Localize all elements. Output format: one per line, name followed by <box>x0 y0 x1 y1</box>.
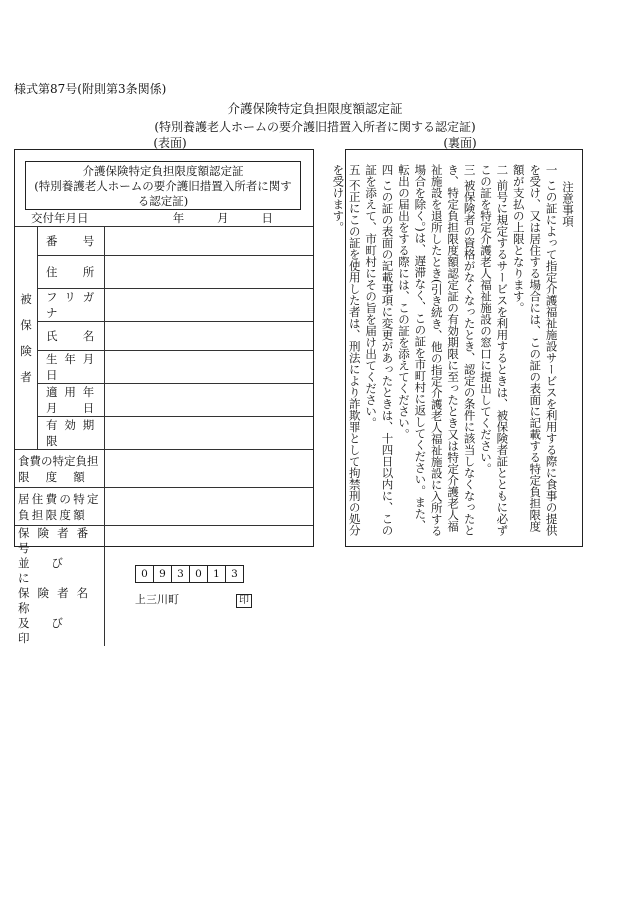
note-item-2: 二 前号に規定するサービスを利用するときは、被保険者証とともに必ずこの証を特定介護老人福祉施設の窓口に提出してください。 <box>478 164 510 536</box>
field-applydate-label: 適用年月日 <box>38 384 105 417</box>
card-title-box <box>25 161 301 210</box>
insurer-digit: 0 <box>190 566 208 582</box>
insurer-label: 保険者番号 並びに 保険者名称 及び印 <box>15 526 105 647</box>
insurer-number-box <box>135 565 244 583</box>
field-birthdate-value <box>105 351 314 384</box>
issue-date-value <box>105 210 314 227</box>
back-card <box>331 149 583 547</box>
notes-vertical-text <box>330 164 576 539</box>
card-subtitle-line1: (特別養護老人ホームの要介護旧措置入所者に関す <box>34 179 292 193</box>
form-number: 様式第87号(附則第3条関係) <box>14 82 167 96</box>
housing-limit-label: 居住費の特定 負担限度額 <box>15 488 105 526</box>
issue-day: 日 <box>261 211 273 225</box>
food-limit-label: 食費の特定負担 限度額 <box>15 450 105 488</box>
card-title: 介護保険特定負担限度額認定証 <box>82 164 244 178</box>
notes-heading: 注意事項 <box>561 181 575 228</box>
insurer-digit: 0 <box>136 566 154 582</box>
field-expiry-label: 有効期限 <box>38 417 105 450</box>
note-item-1: 一 この証によって指定介護福祉施設サービスを利用する際に食事の提供を受け、又は居住する場合には、この証の表面に記載する特定負担限度額が支払の上限となります。 <box>511 164 559 536</box>
document-title: 介護保険特定負担限度額認定証 <box>227 101 403 116</box>
field-name-value <box>105 322 314 351</box>
front-side-label: (表面) <box>153 136 187 150</box>
field-furigana-value <box>105 289 314 322</box>
front-card <box>14 149 314 645</box>
note-item-3: 三 被保険者の資格がなくなったとき、認定の条件に該当しなくなったとき、特定負担限度額認定証の有効期限に至ったとき又は特定介護老人福祉施設を退所したとき(引き続き、他の指定介護老人福祉施設に入所する場合を除く。)は、遅滞なく、この証を市町村に返してください。また、転出の届出をする際には、この証を添えてください。 <box>396 164 477 537</box>
issue-date-label: 交付年月日 <box>15 210 105 227</box>
field-birthdate-label: 生年月日 <box>38 351 105 384</box>
back-side-label: (裏面) <box>443 136 477 150</box>
document-subtitle: (特別養護老人ホームの要介護旧措置入所者に関する認定証) <box>154 120 476 134</box>
field-address-value <box>105 256 314 289</box>
seal-mark: 印 <box>236 594 252 608</box>
food-limit-value <box>105 450 314 488</box>
insurer-digit: 1 <box>208 566 226 582</box>
field-applydate-value <box>105 384 314 417</box>
insurer-name: 上三川町 <box>135 592 179 606</box>
issue-year: 年 <box>172 211 185 225</box>
field-number-label: 番号 <box>38 227 105 256</box>
insurer-digit: 3 <box>172 566 190 582</box>
insurer-value <box>105 526 314 647</box>
field-number-value <box>105 227 314 256</box>
field-address-label: 住所 <box>38 256 105 289</box>
field-expiry-value <box>105 417 314 450</box>
card-subtitle-line2: る認定証) <box>137 194 189 208</box>
note-item-5: 五 不正にこの証を使用した者は、刑法により詐欺罪として拘禁刑の処分を受けます。 <box>331 164 362 536</box>
front-form-table <box>15 210 313 646</box>
insurer-digit: 9 <box>154 566 172 582</box>
insured-group-label: 被 保 険 者 <box>15 227 38 450</box>
field-furigana-label: フリガナ <box>38 289 105 322</box>
field-name-label: 氏名 <box>38 322 105 351</box>
issue-month: 月 <box>217 211 229 225</box>
insurer-digit: 3 <box>231 567 238 580</box>
note-item-4: 四 この証の表面の記載事項に変更があったときは、十四日以内に、この証を添えて、市町村にその旨を届け出てください。 <box>364 164 395 536</box>
housing-limit-value <box>105 488 314 526</box>
